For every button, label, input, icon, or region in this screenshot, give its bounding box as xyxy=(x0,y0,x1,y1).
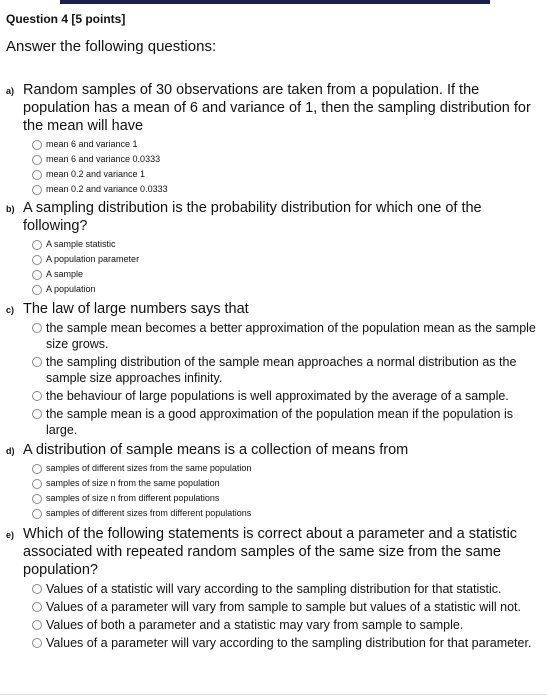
part-stem: A distribution of sample means is a collection of means from xyxy=(23,442,409,458)
option-label: A sample statistic xyxy=(46,239,116,249)
answer-option[interactable] xyxy=(32,137,537,152)
bottom-divider xyxy=(0,694,547,695)
question-title: Question 4 [5 points] xyxy=(6,12,126,26)
radio-button[interactable] xyxy=(32,464,42,474)
radio-button[interactable] xyxy=(32,323,42,333)
answer-option[interactable] xyxy=(32,617,537,633)
option-label: the sample mean is a good approximation of the population mean if the population is large. xyxy=(46,407,513,437)
radio-button[interactable] xyxy=(32,602,42,612)
radio-button[interactable] xyxy=(32,357,42,367)
option-label: samples of different sizes from the same population xyxy=(46,463,252,473)
part-stem: The law of large numbers says that xyxy=(23,301,249,317)
answer-option[interactable] xyxy=(32,476,537,491)
option-label: the sampling distribution of the sample mean approaches a normal distribution as the sample size approaches infinity. xyxy=(46,355,517,385)
part-stem: A sampling distribution is the probability distribution for which one of the following? xyxy=(23,200,482,234)
option-label: samples of size n from different populations xyxy=(46,493,220,503)
option-label: samples of different sizes from different populations xyxy=(46,508,252,518)
option-label: A sample xyxy=(46,269,84,279)
answer-option[interactable] xyxy=(32,237,537,252)
part-stem: Which of the following statements is correct about a parameter and a statistic associated with repeated random samples of the same size from the same population? xyxy=(23,526,518,578)
instruction-text: Answer the following questions: xyxy=(6,38,217,55)
option-label: mean 6 and variance 0.0333 xyxy=(46,154,161,164)
answer-option[interactable] xyxy=(32,152,537,167)
answer-option[interactable] xyxy=(32,599,537,615)
option-label: the behaviour of large populations is well approximated by the average of a sample. xyxy=(46,389,509,403)
option-label: the sample mean becomes a better approximation of the population mean as the sample size grows. xyxy=(46,321,536,351)
answer-option[interactable] xyxy=(32,267,537,282)
answer-option[interactable] xyxy=(32,320,537,352)
radio-button[interactable] xyxy=(32,494,42,504)
radio-button[interactable] xyxy=(32,479,42,489)
radio-button[interactable] xyxy=(32,409,42,419)
answer-option[interactable] xyxy=(32,282,537,297)
answer-option[interactable] xyxy=(32,581,537,597)
radio-button[interactable] xyxy=(32,255,42,265)
answer-option[interactable] xyxy=(32,506,537,521)
option-label: A population parameter xyxy=(46,254,140,264)
part-letter: d) xyxy=(6,446,15,456)
answer-option[interactable] xyxy=(32,252,537,267)
part-letter: c) xyxy=(6,305,15,315)
answer-option[interactable] xyxy=(32,406,537,438)
option-label: mean 0.2 and variance 0.0333 xyxy=(46,184,168,194)
question-part-e xyxy=(6,525,537,653)
question-part-d xyxy=(6,441,537,521)
radio-button[interactable] xyxy=(32,185,42,195)
radio-button[interactable] xyxy=(32,240,42,250)
answer-option[interactable] xyxy=(32,388,537,404)
option-label: mean 0.2 and variance 1 xyxy=(46,169,146,179)
radio-button[interactable] xyxy=(32,620,42,630)
option-label: A population xyxy=(46,284,96,294)
radio-button[interactable] xyxy=(32,509,42,519)
part-letter: b) xyxy=(6,204,15,214)
radio-button[interactable] xyxy=(32,170,42,180)
part-letter: a) xyxy=(6,86,15,96)
answer-option[interactable] xyxy=(32,635,537,651)
part-letter: e) xyxy=(6,530,15,540)
answer-option[interactable] xyxy=(32,182,537,197)
option-label: Values of a parameter will vary according to the sampling distribution for that parameter. xyxy=(46,636,532,650)
answer-option[interactable] xyxy=(32,491,537,506)
radio-button[interactable] xyxy=(32,155,42,165)
radio-button[interactable] xyxy=(32,391,42,401)
answer-option[interactable] xyxy=(32,461,537,476)
question-part-a xyxy=(6,81,537,197)
option-label: Values of both a parameter and a statistic may vary from sample to sample. xyxy=(46,618,464,632)
question-part-c xyxy=(6,300,537,440)
part-stem: Random samples of 30 observations are taken from a population. If the population has a mean of 6 and variance of 1, then the sampling distribution for the mean will have xyxy=(23,82,531,134)
radio-button[interactable] xyxy=(32,584,42,594)
question-part-b xyxy=(6,199,537,297)
option-label: mean 6 and variance 1 xyxy=(46,139,138,149)
radio-button[interactable] xyxy=(32,270,42,280)
radio-button[interactable] xyxy=(32,285,42,295)
option-label: Values of a parameter will vary from sample to sample but values of a statistic will not. xyxy=(46,600,521,614)
answer-option[interactable] xyxy=(32,167,537,182)
radio-button[interactable] xyxy=(32,140,42,150)
option-label: Values of a statistic will vary according to the sampling distribution for that statistic. xyxy=(46,582,502,596)
answer-option[interactable] xyxy=(32,354,537,386)
top-divider-bar xyxy=(60,0,490,4)
option-label: samples of size n from the same population xyxy=(46,478,220,488)
radio-button[interactable] xyxy=(32,638,42,648)
